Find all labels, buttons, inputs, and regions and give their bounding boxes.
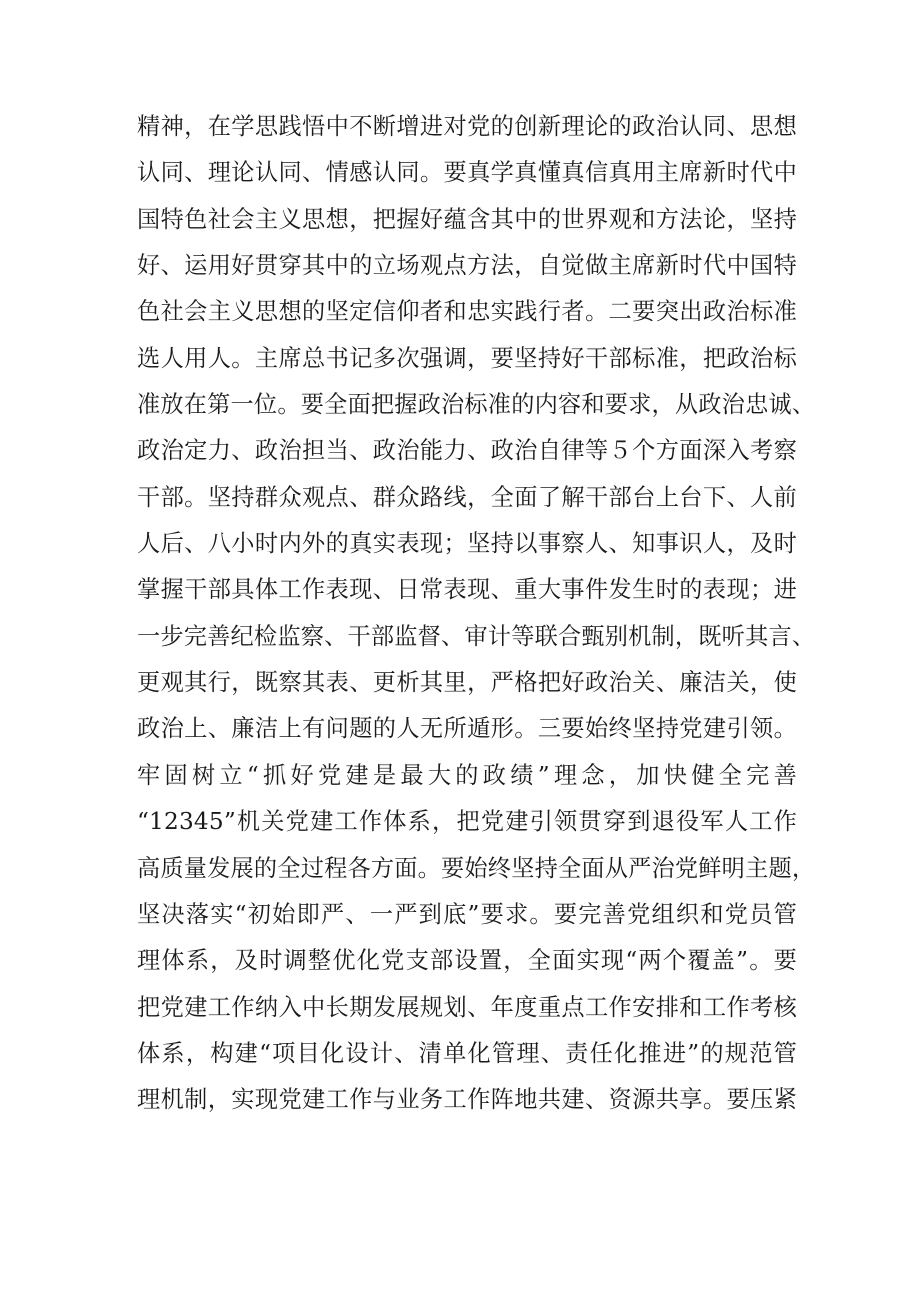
- text-line: 精神，在学思践悟中不断增进对党的创新理论的政治认同、思想: [137, 113, 797, 140]
- text-line: 体系，构建“项目化设计、清单化管理、责任化推进”的规范管: [137, 1039, 797, 1067]
- text-line: “12345”机关党建工作体系，把党建引领贯穿到退役军人工作: [137, 808, 797, 836]
- text-line: 更观其行，既察其表、更析其里，严格把好政治关、廉洁关，使: [137, 669, 797, 697]
- text-line: 好、运用好贯穿其中的立场观点方法，自觉做主席新时代中国特: [137, 252, 797, 280]
- text-line: 坚决落实“初始即严、一严到底”要求。要完善党组织和党员管: [137, 900, 797, 928]
- text-line: 国特色社会主义思想，把握好蕴含其中的世界观和方法论，坚持: [137, 205, 797, 233]
- text-line: 高质量发展的全过程各方面。要始终坚持全面从严治党鲜明主题，: [137, 854, 816, 882]
- text-line: 色社会主义思想的坚定信仰者和忠实践行者。二要突出政治标准: [137, 298, 797, 326]
- text-line: 政治定力、政治担当、政治能力、政治自律等５个方面深入考察: [137, 437, 797, 465]
- text-line: 掌握干部具体工作表现、日常表现、重大事件发生时的表现；进: [137, 576, 797, 604]
- text-line: 政治上、廉洁上有问题的人无所遁形。三要始终坚持党建引领。: [137, 715, 797, 743]
- text-line: 准放在第一位。要全面把握政治标准的内容和要求，从政治忠诚、: [137, 391, 816, 419]
- text-line: 牢固树立“抓好党建是最大的政绩”理念，加快健全完善: [137, 761, 797, 789]
- text-line: 认同、理论认同、情感认同。要真学真懂真信真用主席新时代中: [137, 159, 797, 187]
- text-line: 干部。坚持群众观点、群众路线，全面了解干部台上台下、人前: [137, 483, 797, 511]
- body-text: [137, 104, 816, 1124]
- text-line: 理机制，实现党建工作与业务工作阵地共建、资源共享。要压紧: [137, 1086, 797, 1114]
- text-line: 选人用人。主席总书记多次强调，要坚持好干部标准，把政治标: [137, 344, 797, 372]
- text-line: 人后、八小时内外的真实表现；坚持以事察人、知事识人，及时: [137, 530, 797, 558]
- text-line: 一步完善纪检监察、干部监督、审计等联合甄别机制，既听其言、: [137, 622, 816, 650]
- text-line: 理体系，及时调整优化党支部设置，全面实现“两个覆盖”。要: [137, 947, 797, 975]
- text-line: 把党建工作纳入中长期发展规划、年度重点工作安排和工作考核: [137, 993, 797, 1021]
